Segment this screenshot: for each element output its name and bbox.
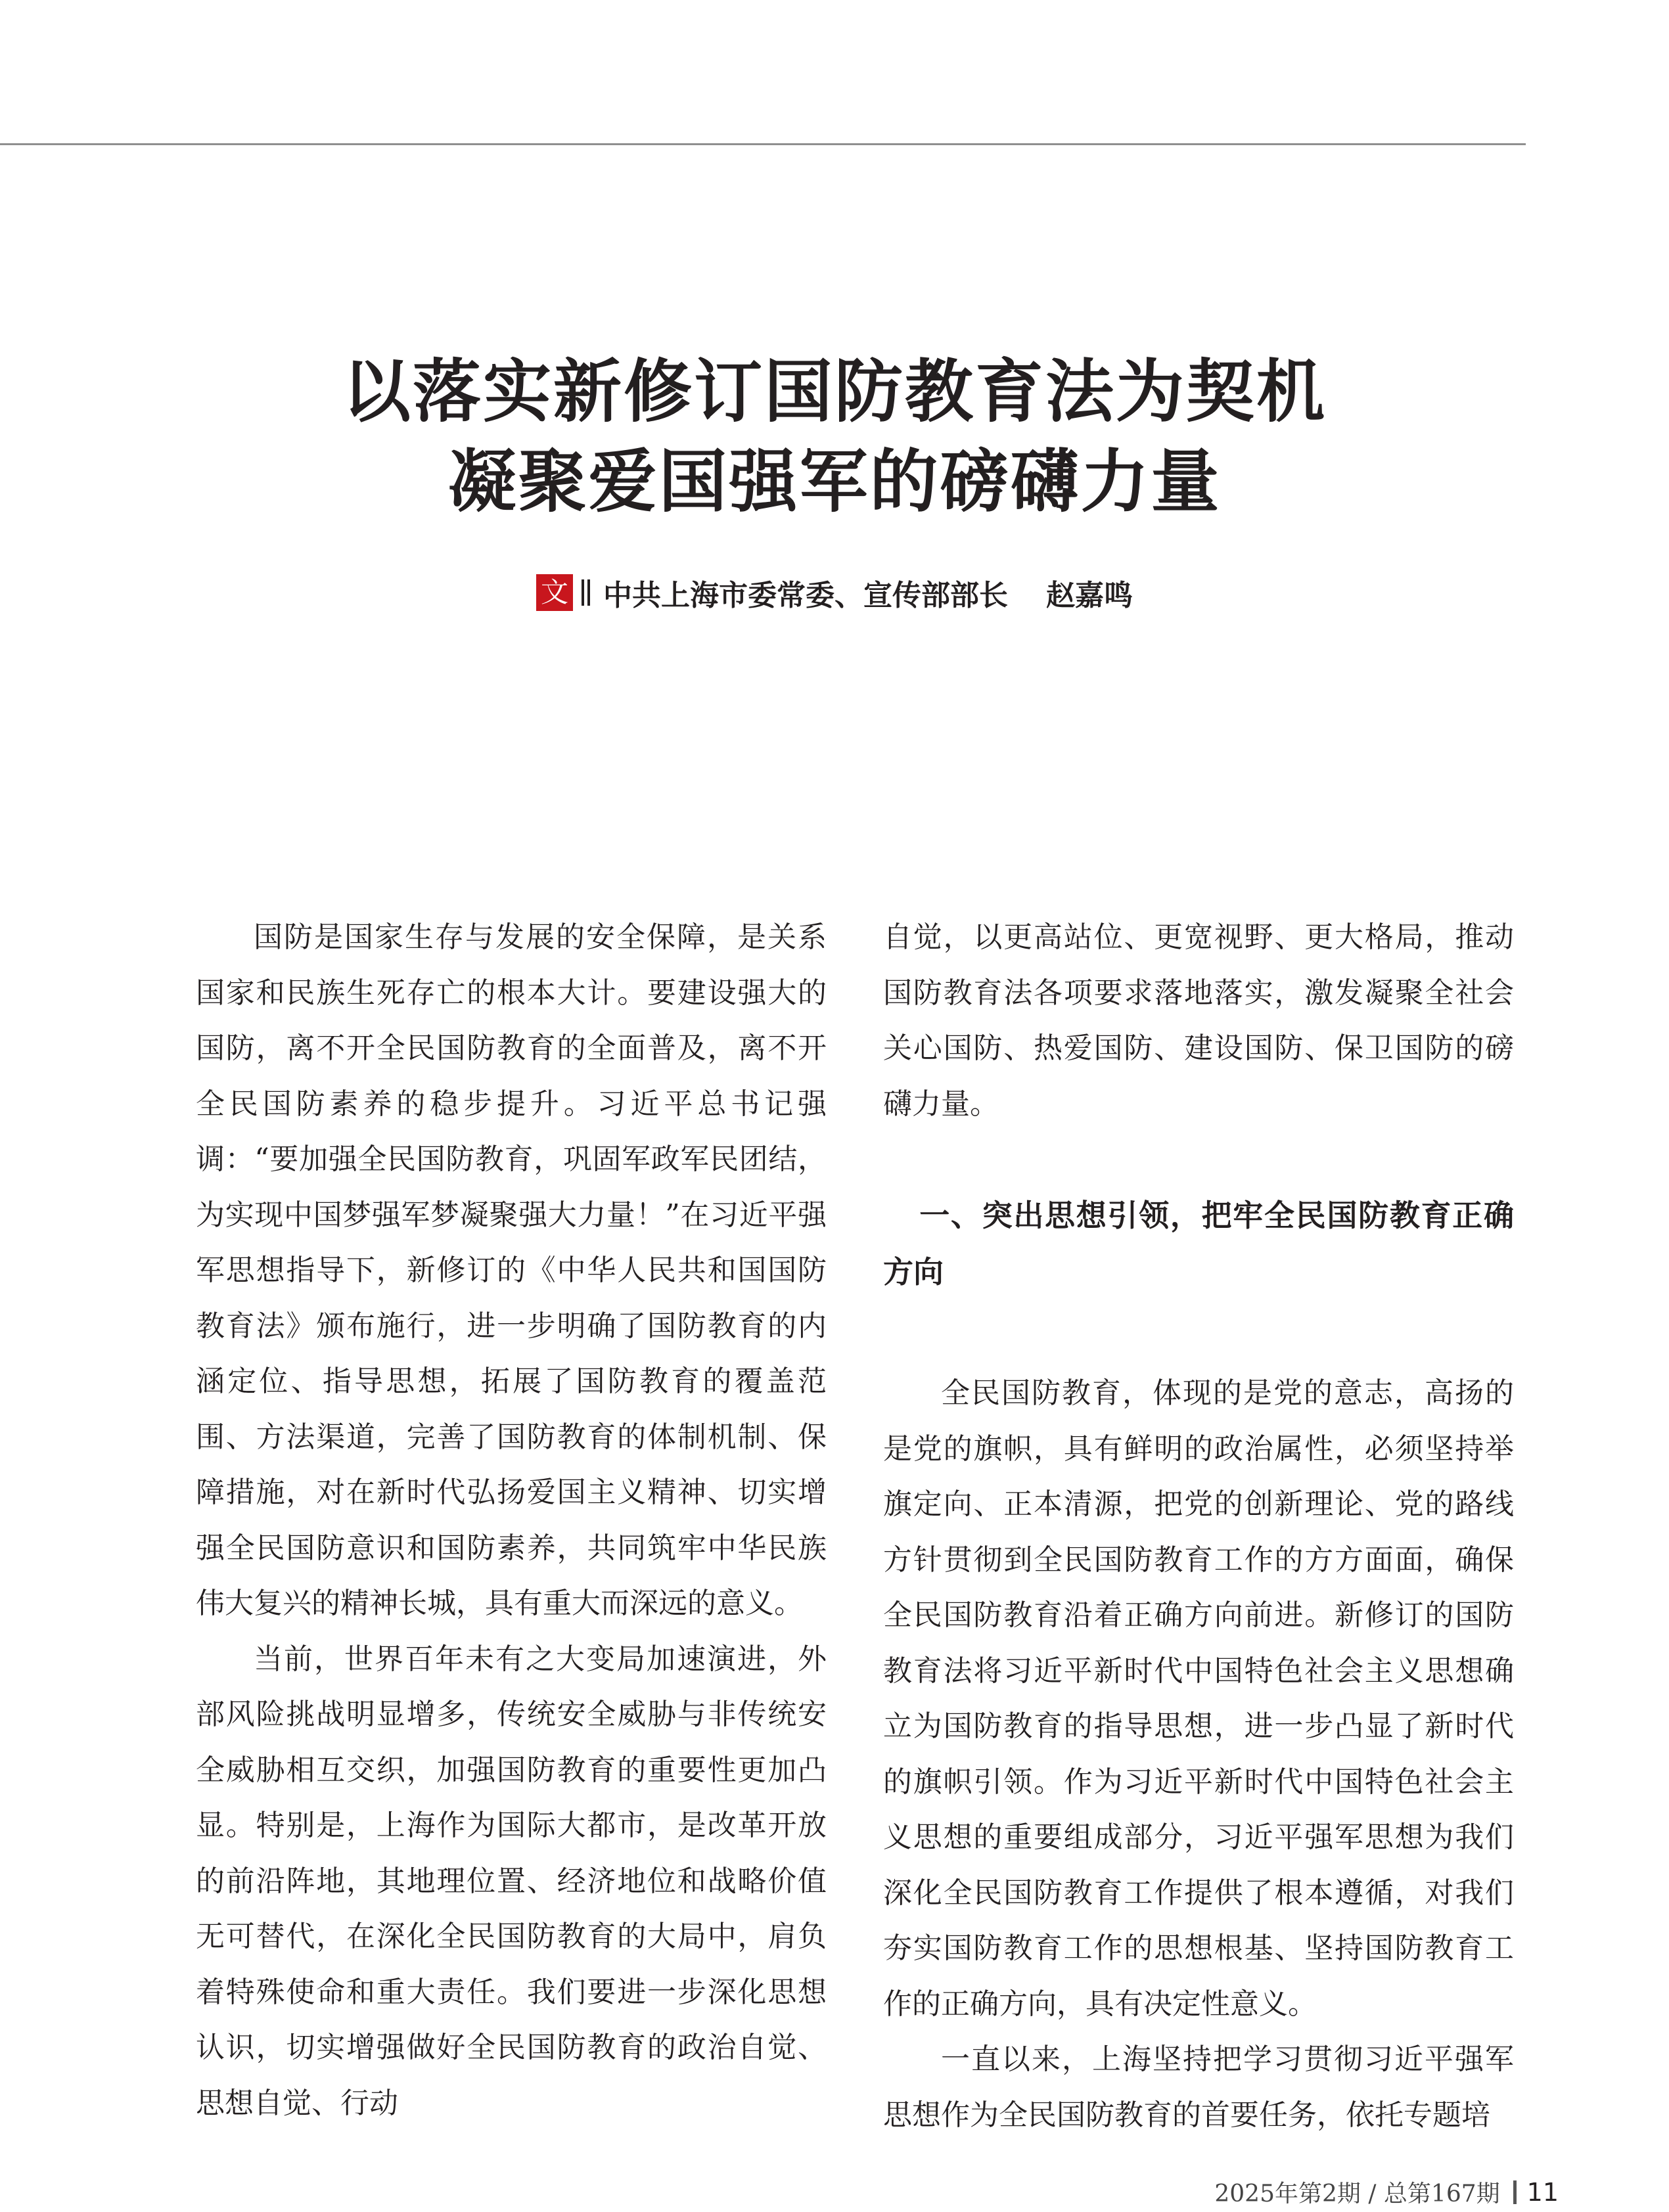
issue-info: 2025年第2期 / 总第167期	[1214, 2180, 1500, 2207]
article-title-line-2: 凝聚爱国强军的磅礴力量	[447, 441, 1222, 522]
article-title-line-1: 以落实新修订国防教育法为契机	[342, 351, 1327, 432]
paragraph: 自觉，以更高站位、更宽视野、更大格局，推动国防教育法各项要求落地落实，激发凝聚全社会关心国防、热爱国防、建设国防、保卫国防的磅礴力量。	[883, 920, 1514, 1121]
paragraph: 当前，世界百年未有之大变局加速演进，外部风险挑战明显增多，传统安全威胁与非传统安全威胁相互交织，加强国防教育的重要性更加凸显。特别是，上海作为国际大都市，是改革开放的前沿阵地，其地理位置、经济地位和战略价值无可替代，在深化全民国防教育的大局中，肩负着特殊使命和重大责任。我们要进一步深化思想认识，切实增强做好全民国防教育的政治自觉、思想自觉、行动	[196, 1642, 827, 2120]
page-number: 11	[1526, 2177, 1559, 2207]
column-left	[196, 910, 827, 2131]
page-footer	[1214, 2175, 1559, 2209]
double-bar-divider-icon	[580, 579, 593, 606]
footer-separator	[1513, 2180, 1517, 2204]
paragraph: 国防是国家生存与发展的安全保障，是关系国家和民族生死存亡的根本大计。要建设强大的国防，离不开全民国防教育的全面普及，离不开全民国防素养的稳步提升。习近平总书记强调：“要加强全民国防教育，巩固军政军民团结，为实现中国梦强军梦凝聚强大力量！”在习近平强军思想指导下，新修订的《中华人民共和国国防教育法》颁布施行，进一步明确了国防教育的内涵定位、指导思想，拓展了国防教育的覆盖范围、方法渠道，完善了国防教育的体制机制、保障措施，对在新时代弘扬爱国主义精神、切实增强全民国防意识和国防素养，共同筑牢中华民族伟大复兴的精神长城，具有重大而深远的意义。	[196, 920, 827, 1620]
paragraph: 一直以来，上海坚持把学习贯彻习近平强军思想作为全民国防教育的首要任务，依托专题培	[883, 2043, 1514, 2132]
author-title: 中共上海市委常委、宣传部部长	[603, 579, 1008, 612]
byline	[0, 572, 1669, 614]
byline-tag: 文	[536, 574, 573, 611]
author-name: 赵嘉鸣	[1046, 579, 1133, 612]
paragraph: 全民国防教育，体现的是党的意志，高扬的是党的旗帜，具有鲜明的政治属性，必须坚持举旗定向、正本清源，把党的创新理论、党的路线方针贯彻到全民国防教育工作的方方面面，确保全民国防教育沿着正确方向前进。新修订的国防教育法将习近平新时代中国特色社会主义思想确立为国防教育的指导思想，进一步凸显了新时代的旗帜引领。作为习近平新时代中国特色社会主义思想的重要组成部分，习近平强军思想为我们深化全民国防教育工作提供了根本遵循，对我们夯实国防教育工作的思想根基、坚持国防教育工作的正确方向，具有决定性意义。	[883, 1376, 1514, 2021]
section-heading: 一、突出思想引领，把牢全民国防教育正确方向	[883, 1198, 1514, 1290]
column-right	[883, 910, 1514, 2143]
header-rule	[0, 143, 1526, 145]
